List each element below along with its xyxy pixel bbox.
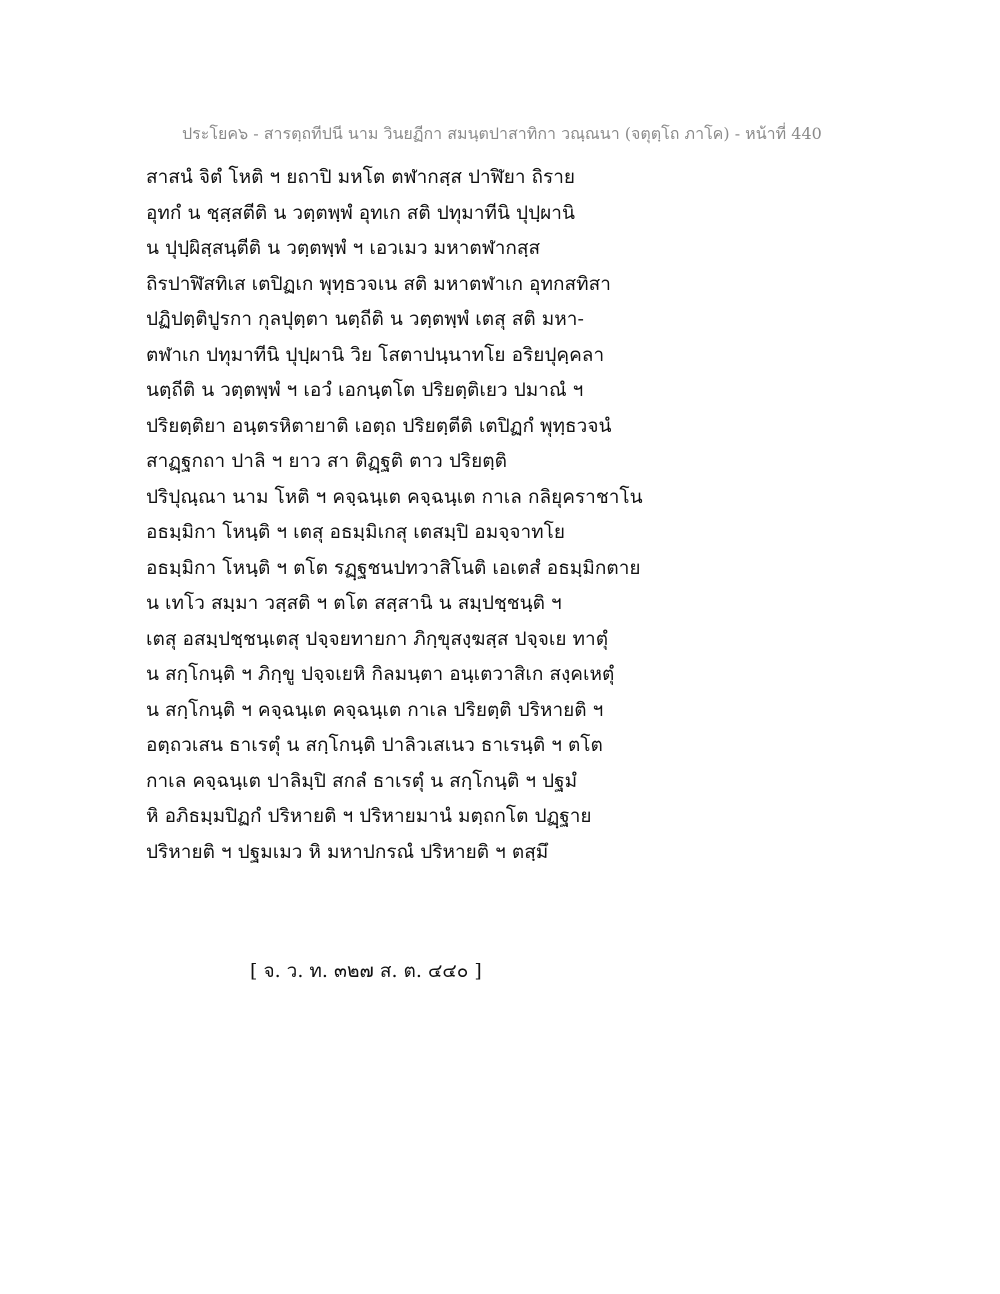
body-line: สาฏฺฐกถา ปาลิ ฯ ยาว สา ติฏฺฐติ ตาว ปริยตฺติ	[146, 450, 507, 472]
body-line: ถิรปาฬิสทิเส เตปิฏเก พุทฺธวจเน สติ มหาตฬาเก อุทกสทิสา	[146, 272, 611, 295]
body-line: น สกฺโกนฺติ ฯ ภิกฺขู ปจฺจเยหิ กิลมนฺตา อนฺเตวาสิเก สงฺคเหตุํ	[146, 663, 615, 685]
body-line: อุทกํ น ชฺสฺสตีติ น วตฺตพฺพํ อุทเก สติ ปทุมาทีนิ ปุปฺผานิ	[146, 201, 575, 224]
body-line: สาสนํ จิตํ โหติ ฯ ยถาปิ มหโต ตฬากสฺส ปาฬิยา ถิราย	[146, 166, 576, 188]
body-line: อธมฺมิกา โหนฺติ ฯ เตสุ อธมฺมิเกสุ เตสมฺปิ อมจฺจาทโย	[146, 521, 566, 543]
body-line: หิ อภิธมฺมปิฏกํ ปริหายติ ฯ ปริหายมานํ มตฺถกโต ปฏฺฐาย	[146, 805, 592, 827]
body-text	[146, 160, 846, 870]
body-line: น เทโว สมฺมา วสฺสติ ฯ ตโต สสฺสานิ น สมฺปชฺชนฺติ ฯ	[146, 592, 562, 614]
body-line: ปริหายติ ฯ ปฐมเมว หิ มหาปกรณํ ปริหายติ ฯ ตสฺมึ	[146, 840, 549, 863]
running-header: ประโยค๖ - สารตฺถทีปนี นาม วินยฏีกา สมนฺตปาสาทิกา วณฺณนา (จตุตฺโถ ภาโค) - หน้าที่ 440	[182, 124, 822, 143]
body-line: น สกฺโกนฺติ ฯ คจฺฉนฺเต คจฺฉนฺเต กาเล ปริยตฺติ ปริหายติ ฯ	[146, 698, 604, 721]
page-reference: [ จ. ว. ท. ๓๒๗ ส. ต. ๔๔๐ ]	[250, 960, 482, 982]
body-line: นตฺถีติ น วตฺตพฺพํ ฯ เอวํ เอกนฺตโต ปริยตฺติเยว ปมาณํ ฯ	[146, 379, 584, 401]
body-line: อตฺถวเสน ธาเรตุํ น สกฺโกนฺติ ปาลิวเสเนว ธาเรนฺติ ฯ ตโต	[146, 734, 603, 756]
body-line: ปริปุณฺณา นาม โหติ ฯ คจฺฉนฺเต คจฺฉนฺเต กาเล กลิยุคราชาโน	[146, 485, 643, 508]
body-line: ตฬาเก ปทุมาทีนิ ปุปฺผานิ วิย โสตาปนฺนาทโย อริยปุคฺคลา	[146, 343, 605, 366]
body-line: ปริยตฺติยา อนฺตรหิตายาติ เอตฺถ ปริยตฺตีติ เตปิฏกํ พุทฺธวจนํ	[146, 414, 612, 437]
body-line: ปฏิปตฺติปูรกา กุลปุตฺตา นตฺถีติ น วตฺตพฺพํ เตสุ สติ มหา-	[146, 308, 584, 330]
body-line: อธมฺมิกา โหนฺติ ฯ ตโต รฏฺฐชนปทวาสิโนติ เอเตสํ อธมฺมิกตาย	[146, 556, 641, 579]
body-line: เตสุ อสมฺปชฺชนฺเตสุ ปจฺจยทายกา ภิกฺขุสงฺฆสฺส ปจฺจเย ทาตุํ	[146, 627, 609, 650]
body-line: กาเล คจฺฉนฺเต ปาลิมฺปิ สกลํ ธาเรตุํ น สกฺโกนฺติ ฯ ปฐมํ	[146, 769, 578, 792]
body-line: น ปุปฺผิสฺสนฺตีติ น วตฺตพฺพํ ฯ เอวเมว มหาตฬากสฺส	[146, 237, 541, 259]
